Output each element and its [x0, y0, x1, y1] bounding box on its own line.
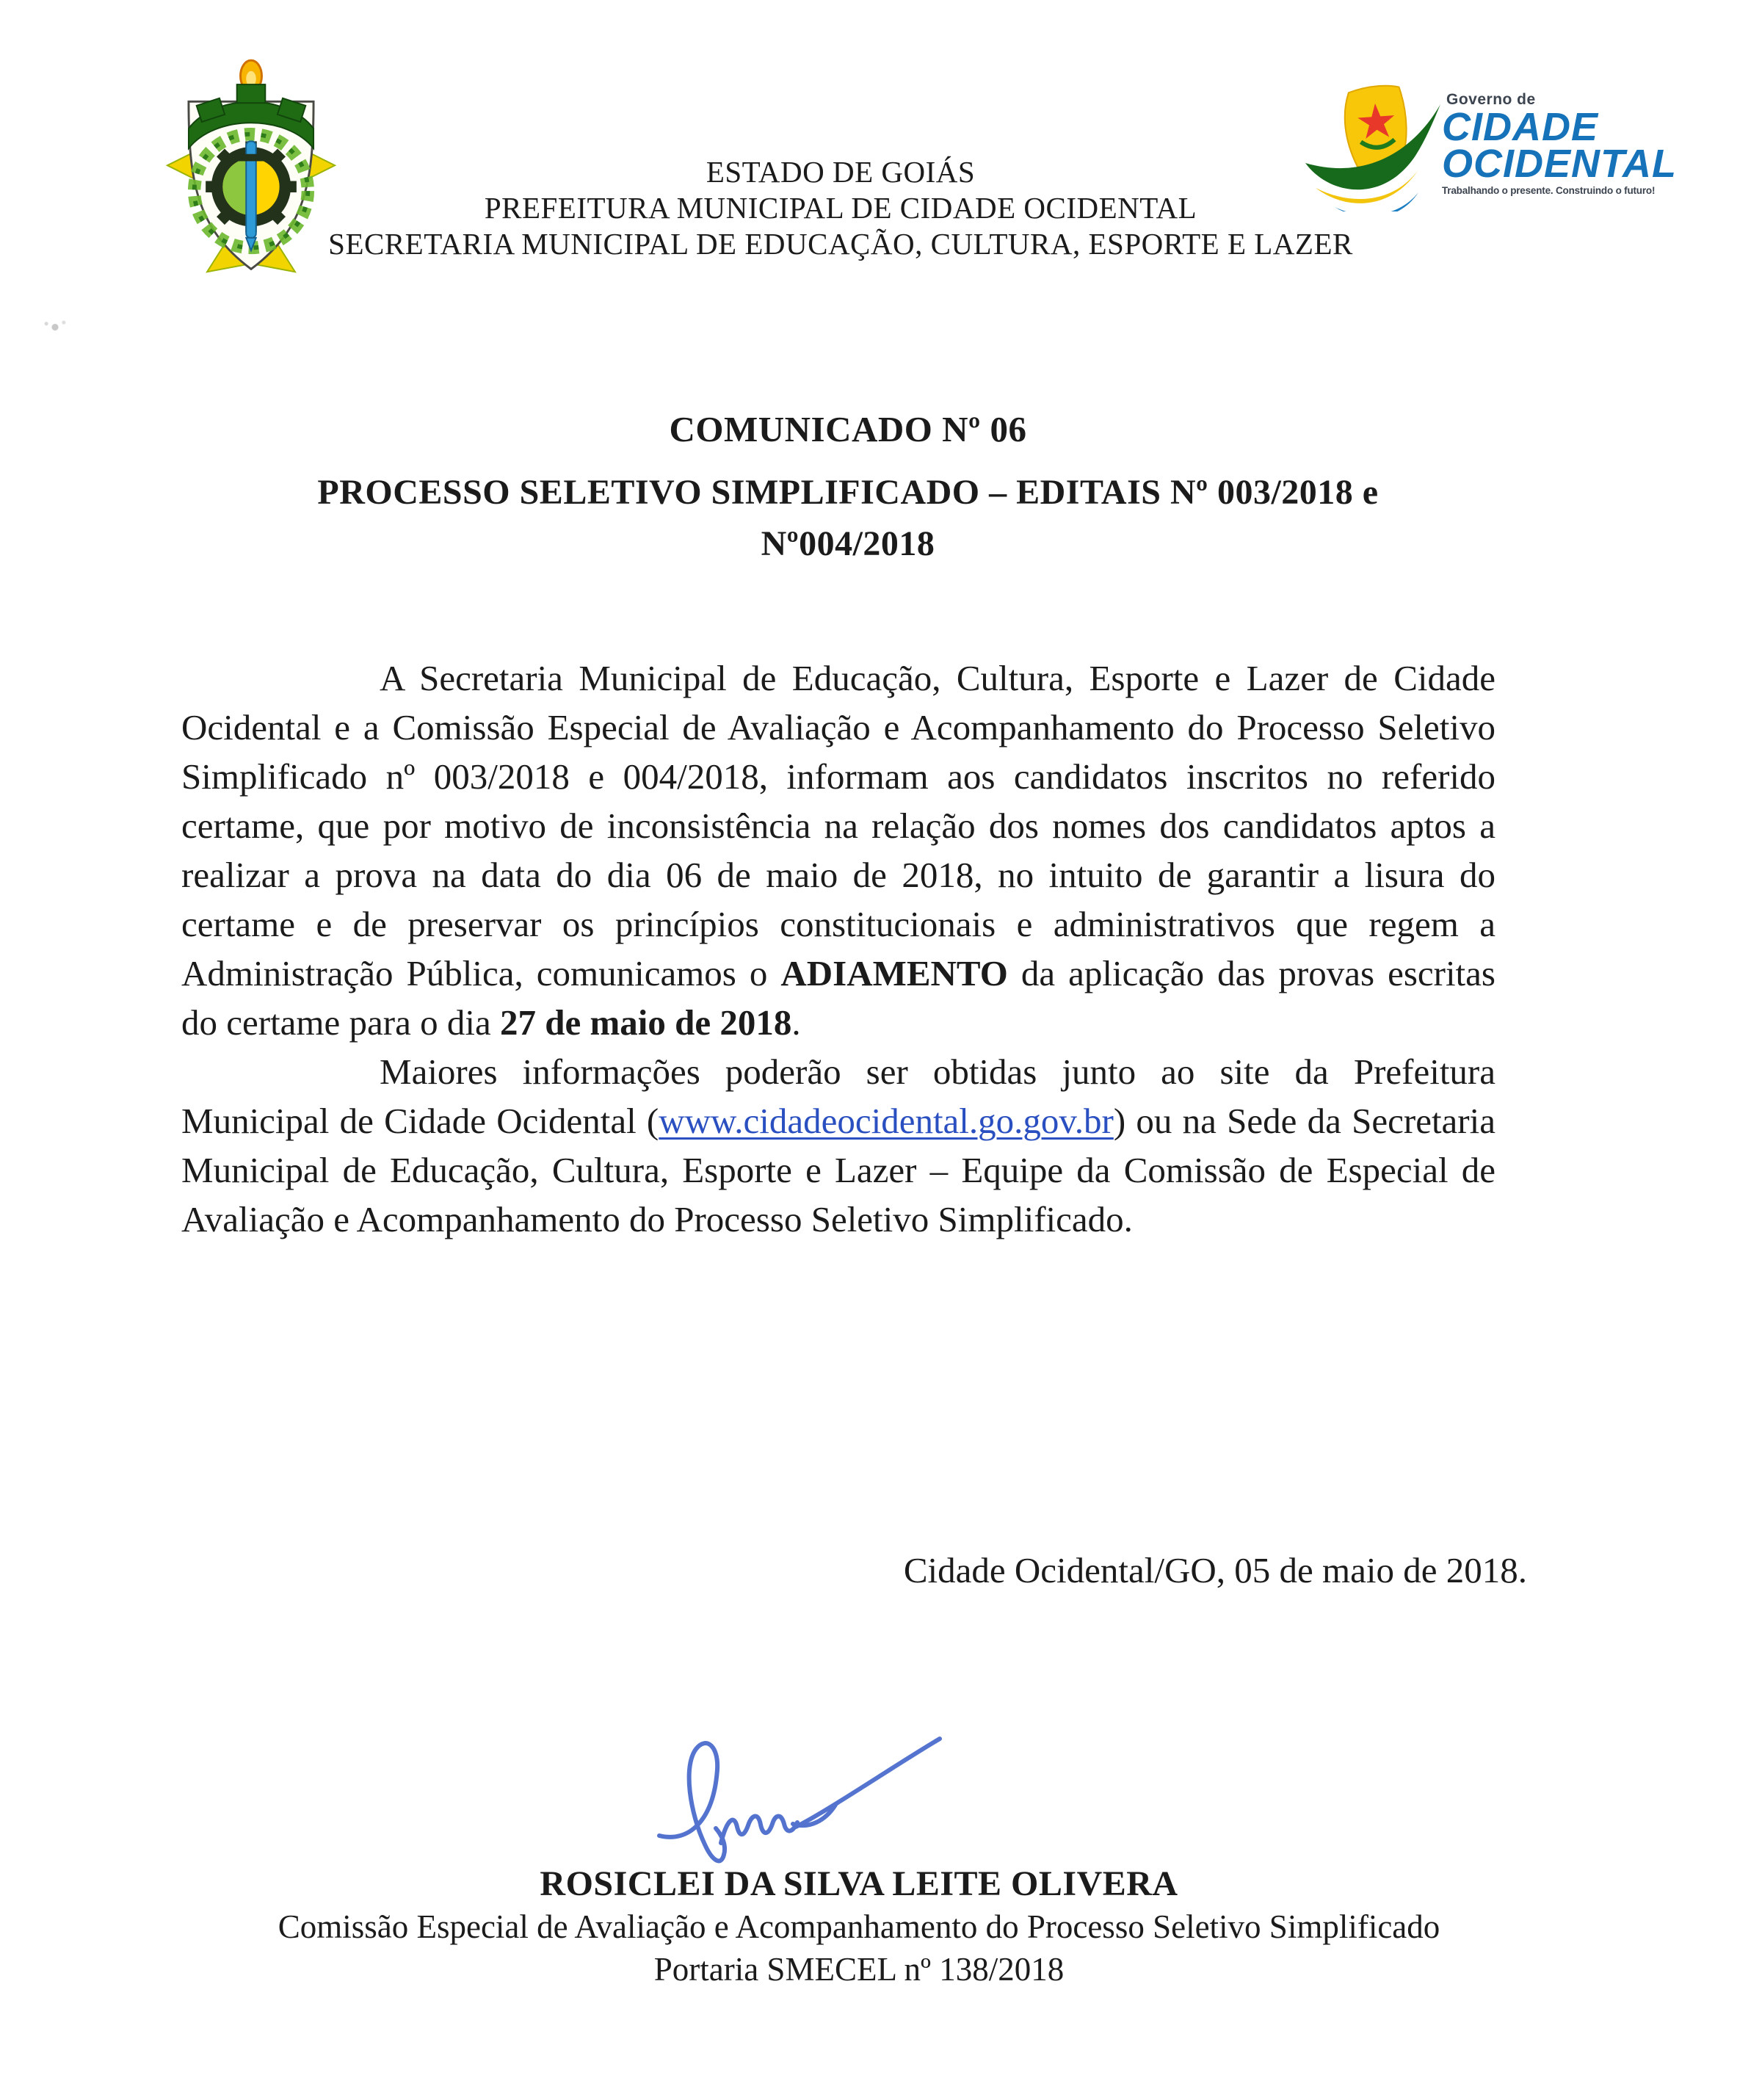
paragraph1-bold-adiamento: ADIAMENTO — [780, 953, 1008, 993]
document-subtitle — [0, 467, 1696, 570]
body-paragraph-1 — [181, 653, 1495, 1047]
website-link[interactable]: www.cidadeocidental.go.gov.br — [659, 1101, 1114, 1141]
cidade-ocidental-flag-icon — [1301, 81, 1442, 211]
document-subtitle-line2: Nº004/2018 — [761, 524, 935, 563]
cidade-ocidental-logo — [1301, 81, 1677, 213]
city-logo-name-line2: OCIDENTAL — [1442, 142, 1677, 186]
paragraph2-text-2: ) ou na Sede da Secretaria Municipal de Educação, Cultura, Esporte e Lazer – Equipe da Comissão de Especial de Avaliação e Acompanhamento do Processo Seletivo Simplificado. — [181, 1101, 1495, 1239]
signatory-name: ROSICLEI DA SILVA LEITE OLIVERA — [540, 1864, 1178, 1903]
document-body — [181, 653, 1495, 1244]
letterhead-line-secretariat: SECRETARIA MUNICIPAL DE EDUCAÇÃO, CULTURA, ESPORTE E LAZER — [328, 227, 1353, 261]
letterhead-line-prefecture: PREFEITURA MUNICIPAL DE CIDADE OCIDENTAL — [484, 191, 1197, 225]
paragraph1-period: . — [791, 1002, 801, 1043]
signatory-role: Comissão Especial de Avaliação e Acompanhamento do Processo Seletivo Simplificado — [278, 1908, 1440, 1945]
scan-artifact — [43, 320, 68, 332]
city-logo-pretitle: Governo de — [1446, 91, 1536, 108]
document-title: COMUNICADO Nº 06 — [669, 409, 1027, 449]
paragraph1-bold-date: 27 de maio de 2018 — [499, 1002, 792, 1043]
dateline: Cidade Ocidental/GO, 05 de maio de 2018. — [903, 1550, 1527, 1590]
letterhead-line-state: ESTADO DE GOIÁS — [706, 155, 976, 189]
document-subtitle-line1: PROCESSO SELETIVO SIMPLIFICADO – EDITAIS Nº 003/2018 e — [317, 473, 1379, 512]
city-logo-tagline: Trabalhando o presente. Construindo o futuro! — [1442, 185, 1656, 196]
body-paragraph-2 — [181, 1047, 1495, 1244]
paragraph2-text: Maiores informações poderão ser obtidas junto ao site da Prefeitura Municipal de Cidade Ocidental ( — [181, 1051, 1495, 1141]
city-logo-words — [1442, 81, 1677, 213]
city-logo-name-line1: CIDADE — [1442, 105, 1599, 149]
paragraph1-text: A Secretaria Municipal de Educação, Cultura, Esporte e Lazer de Cidade Ocidental e a Comissão Especial de Avaliação e Acompanhamento do Processo Seletivo Simplificado nº 003/2018 e 004/2018, informam aos candidatos inscritos no referido certame, que por motivo de inconsistência na relação dos nomes dos candidatos aptos a realizar a prova na data do dia 06 de maio de 2018, no intuito de garantir a lisura do certame e de preservar os princípios constitucionais e administrativos que regem a Administração Pública, comunicamos o — [181, 658, 1495, 993]
handwritten-signature — [646, 1724, 991, 1880]
signatory-ordinance: Portaria SMECEL nº 138/2018 — [653, 1951, 1065, 1988]
paragraph1-text-2: da aplicação das provas escritas do certame para o dia — [181, 953, 1495, 1043]
